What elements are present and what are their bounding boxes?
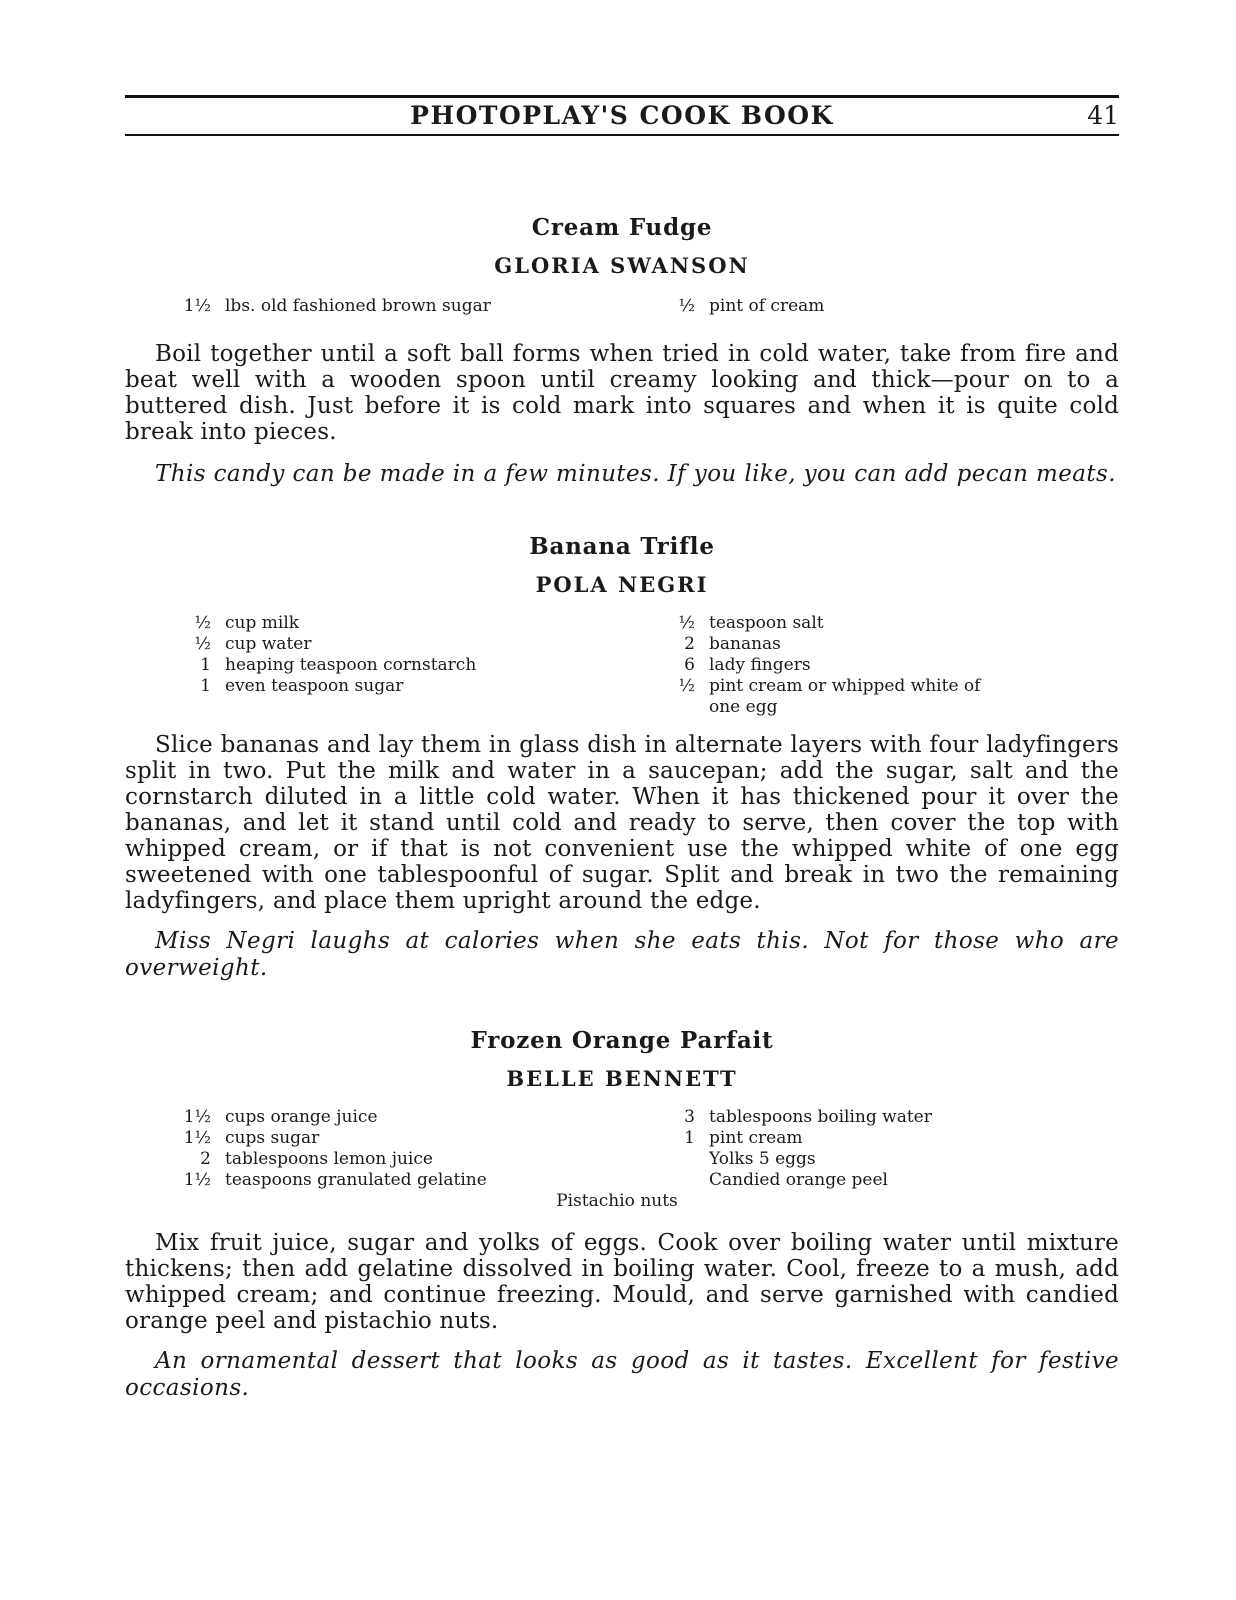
ingredient-quantity: 1½ (183, 296, 211, 316)
ingredient-quantity: 1½ (183, 1170, 211, 1190)
recipe-note: An ornamental dessert that looks as good as it tastes. Excellent for festive occasions. (125, 1348, 1119, 1401)
ingredient-column-right (637, 296, 1119, 317)
ingredient-quantity: ½ (678, 296, 695, 316)
ingredient-item: cup milk (225, 613, 300, 633)
page-number: 41 (1087, 101, 1119, 130)
ingredient-line (657, 613, 1119, 634)
recipe-cream-fudge (125, 214, 1119, 488)
ingredient-list (125, 296, 1119, 317)
running-title: PHOTOPLAY'S COOK BOOK (410, 101, 834, 130)
ingredient-line (173, 1149, 637, 1170)
ingredient-item: teaspoons granulated gelatine (225, 1170, 487, 1190)
ingredient-quantity: ½ (194, 613, 211, 633)
recipe-directions: Slice bananas and lay them in glass dish in alternate layers with four ladyfingers split in two. Put the milk and water in a saucepan; add the sugar, salt and the cornstarch diluted in a little cold water. When it has thickened pour it over the bananas, and let it stand until cold and ready to serve, then cover the top with whipped cream, or if that is not convenient use the whipped white of one egg sweetened with one tablespoonful of sugar. Split and break in two the remaining ladyfingers, and place them upright around the edge. (125, 732, 1119, 914)
ingredient-quantity: 6 (684, 655, 695, 675)
ingredient-item: one egg (709, 697, 778, 717)
ingredient-quantity (657, 697, 695, 718)
running-head (125, 98, 1119, 134)
ingredient-line (173, 1170, 637, 1191)
ingredient-item: cup water (225, 634, 312, 654)
ingredient-quantity: 1 (200, 676, 211, 696)
ingredient-quantity (657, 1170, 695, 1191)
ingredient-line (657, 1170, 1119, 1191)
ingredient-quantity: ½ (194, 634, 211, 654)
ingredient-line (173, 1128, 637, 1149)
recipe-title: Frozen Orange Parfait (470, 1027, 774, 1054)
ingredient-line (657, 676, 1119, 697)
ingredient-column-right (637, 613, 1119, 718)
ingredient-item: teaspoon salt (709, 613, 824, 633)
recipe-note: Miss Negri laughs at calories when she eats this. Not for those who are overweight. (125, 928, 1119, 981)
ingredient-item: tablespoons lemon juice (225, 1149, 433, 1169)
recipe-directions: Mix fruit juice, sugar and yolks of eggs. Cook over boiling water until mixture thickens; then add gelatine dissolved in boiling water. Cool, freeze to a mush, add whipped cream; and continue freezing. Mould, and serve garnished with candied orange peel and pistachio nuts. (125, 1230, 1119, 1334)
ingredient-line (173, 634, 637, 655)
ingredient-quantity: 2 (200, 1149, 211, 1169)
recipe-frozen-orange-parfait (125, 1027, 1119, 1402)
ingredient-list (125, 613, 1119, 718)
ingredient-line (173, 676, 637, 697)
ingredient-item: tablespoons boiling water (709, 1107, 932, 1127)
ingredient-item: cups orange juice (225, 1107, 378, 1127)
ingredient-line (657, 296, 1119, 317)
ingredient-quantity: 3 (684, 1107, 695, 1127)
ingredient-item: lady fingers (709, 655, 811, 675)
recipe-note: This candy can be made in a few minutes. If you like, you can add pecan meats. (155, 461, 1116, 487)
recipe-directions: Boil together until a soft ball forms when tried in cold water, take from fire and beat well with a wooden spoon until creamy looking and thick—pour on to a buttered dish. Just before it is cold mark into squares and when it is quite cold break into pieces. (125, 341, 1119, 445)
ingredient-item: Yolks 5 eggs (709, 1149, 816, 1169)
ingredient-line (657, 1128, 1119, 1149)
ingredient-list (125, 1107, 1119, 1191)
recipe-star-name: POLA NEGRI (535, 572, 709, 597)
ingredient-column-left (125, 296, 637, 317)
recipe-banana-trifle (125, 533, 1119, 982)
ingredient-quantity: 1 (200, 655, 211, 675)
ingredient-item: cups sugar (225, 1128, 320, 1148)
cookbook-page (125, 95, 1119, 1402)
recipe-title: Cream Fudge (531, 214, 713, 241)
ingredient-quantity: 1½ (183, 1107, 211, 1127)
ingredient-line (173, 613, 637, 634)
ingredient-item: pint cream (709, 1128, 803, 1148)
ingredient-item: pint cream or whipped white of (709, 676, 981, 696)
recipe-star-name: GLORIA SWANSON (494, 253, 750, 278)
ingredient-line (657, 1107, 1119, 1128)
ingredient-item: pint of cream (709, 296, 825, 316)
ingredient-line (657, 655, 1119, 676)
ingredient-item: Candied orange peel (709, 1170, 888, 1190)
ingredient-line (173, 1107, 637, 1128)
ingredient-item: even teaspoon sugar (225, 676, 404, 696)
header-rule-bottom (125, 134, 1119, 136)
ingredient-line (657, 1149, 1119, 1170)
ingredient-quantity: 2 (684, 634, 695, 654)
ingredient-center-line: Pistachio nuts (556, 1191, 678, 1211)
ingredient-column-left (125, 1107, 637, 1191)
recipe-star-name: BELLE BENNETT (506, 1066, 738, 1091)
ingredient-quantity: 1½ (183, 1128, 211, 1148)
ingredient-column-left (125, 613, 637, 718)
ingredient-quantity: ½ (678, 676, 695, 696)
ingredient-item: heaping teaspoon cornstarch (225, 655, 477, 675)
ingredient-line (173, 655, 637, 676)
recipe-title: Banana Trifle (529, 533, 715, 560)
ingredient-quantity: ½ (678, 613, 695, 633)
ingredient-line (657, 634, 1119, 655)
ingredient-column-right (637, 1107, 1119, 1191)
ingredient-item: lbs. old fashioned brown sugar (225, 296, 491, 316)
ingredient-line (173, 296, 637, 317)
ingredient-quantity: 1 (684, 1128, 695, 1148)
ingredient-item: bananas (709, 634, 781, 654)
ingredient-quantity (657, 1149, 695, 1170)
ingredient-line (657, 697, 1119, 718)
